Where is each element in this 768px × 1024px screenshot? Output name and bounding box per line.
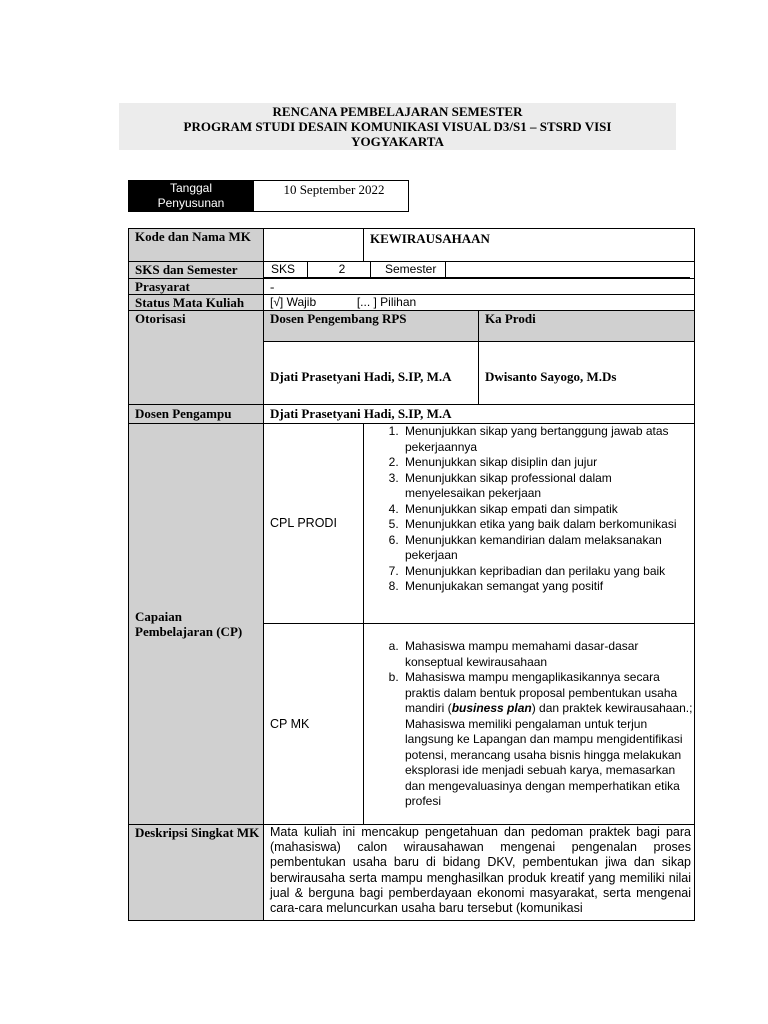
kode-label: Kode dan Nama MK (129, 229, 264, 262)
rps-table (128, 228, 695, 921)
dosen-pengembang-label: Dosen Pengembang RPS (264, 311, 479, 342)
cpl-item: 2. Menunjukkan sikap disiplin dan jujur (402, 455, 694, 471)
sks-value: 2 (308, 262, 371, 278)
cpl-item: 1. Menunjukkan sikap yang bertanggung jawab atas pekerjaannya (402, 424, 694, 455)
nama-mk: KEWIRAUSAHAAN (364, 229, 695, 262)
cpl-list-cell (364, 424, 695, 624)
semester-text: Semester (371, 262, 446, 278)
cpmk-item-b: b. Mahasiswa mampu mengaplikasikannya secara praktis dalam bentuk proposal pembentukan usaha mandiri (business plan) dan praktek kewirausahaan.; Mahasiswa memiliki pengalaman untuk terjun langsung ke Lapangan dan mampu mengidentifikasi potensi, merancang usaha bisnis hingga melakukan eksplorasi ide menjadi sebuah karya, memasarkan dan mengevaluasinya dengan memperhatikan etika profesi (402, 670, 694, 810)
cpl-item: 3. Menunjukkan sikap professional dalam menyelesaikan pekerjaan (402, 471, 694, 502)
cpl-item: 6. Menunjukkan kemandirian dalam melaksanakan pekerjaan (402, 533, 694, 564)
kode-value (264, 229, 364, 262)
cpmk-list-cell (364, 624, 695, 825)
cpl-item: 5. Menunjukkan etika yang baik dalam berkomunikasi (402, 517, 694, 533)
document-header (119, 103, 676, 150)
cpl-label: CPL PRODI (264, 424, 364, 624)
status-label: Status Mata Kuliah (129, 295, 264, 311)
cpl-item: 7. Menunjukkan kepribadian dan perilaku yang baik (402, 564, 694, 580)
cpl-list (370, 424, 694, 595)
sks-cell (264, 262, 695, 279)
tanggal-value: 10 September 2022 (254, 181, 409, 212)
sks-label: SKS dan Semester (129, 262, 264, 279)
deskripsi-text: Mata kuliah ini mencakup pengetahuan dan pedoman praktek bagi para (mahasiswa) calon wirausahawan mengenai pengenalan proses pembentukan usaha baru di bidang DKV, pembentukan jiwa dan sikap berwirausaha serta mampu menghasilkan produk kreatif yang memiliki nilai jual & berguna bagi pemberdayaan ekonomi masyarakat, serta mengenai cara-cara meluncurkan usaha baru tersebut (komunikasi (264, 825, 695, 921)
cpl-item: 8. Menunjukakan semangat yang positif (402, 579, 694, 595)
tanggal-label: Tanggal Penyusunan (129, 181, 254, 212)
header-line-1: RENCANA PEMBELAJARAN SEMESTER (272, 104, 523, 119)
otorisasi-label: Otorisasi (129, 311, 264, 405)
header-line-3: YOGYAKARTA (351, 134, 444, 149)
semester-value (446, 262, 691, 278)
dosen-pengembang-name: Djati Prasetyani Hadi, S.IP, M.A (264, 342, 479, 405)
prasyarat-value: - (264, 279, 695, 295)
ka-prodi-name: Dwisanto Sayogo, M.Ds (479, 342, 695, 405)
prasyarat-label: Prasyarat (129, 279, 264, 295)
cpmk-item-a: a. Mahasiswa mampu memahami dasar-dasar konseptual kewirausahaan (402, 639, 694, 670)
deskripsi-label: Deskripsi Singkat MK (129, 825, 264, 921)
sks-text: SKS (264, 262, 308, 278)
cpmk-list (370, 639, 694, 810)
dosen-pengampu-label: Dosen Pengampu (129, 405, 264, 424)
tanggal-table (128, 180, 409, 212)
status-value (264, 295, 695, 311)
cpl-item: 4. Menunjukkan sikap empati dan simpatik (402, 502, 694, 518)
cpmk-label: CP MK (264, 624, 364, 825)
header-line-2: PROGRAM STUDI DESAIN KOMUNIKASI VISUAL D3/S1 – STSRD VISI (183, 119, 612, 134)
ka-prodi-label: Ka Prodi (479, 311, 695, 342)
wajib-option: [√] Wajib (270, 295, 317, 309)
dosen-pengampu-name: Djati Prasetyani Hadi, S.IP, M.A (264, 405, 695, 424)
capaian-label: Capaian Pembelajaran (CP) (129, 424, 264, 825)
pilihan-option: [... ] Pilihan (356, 295, 417, 309)
